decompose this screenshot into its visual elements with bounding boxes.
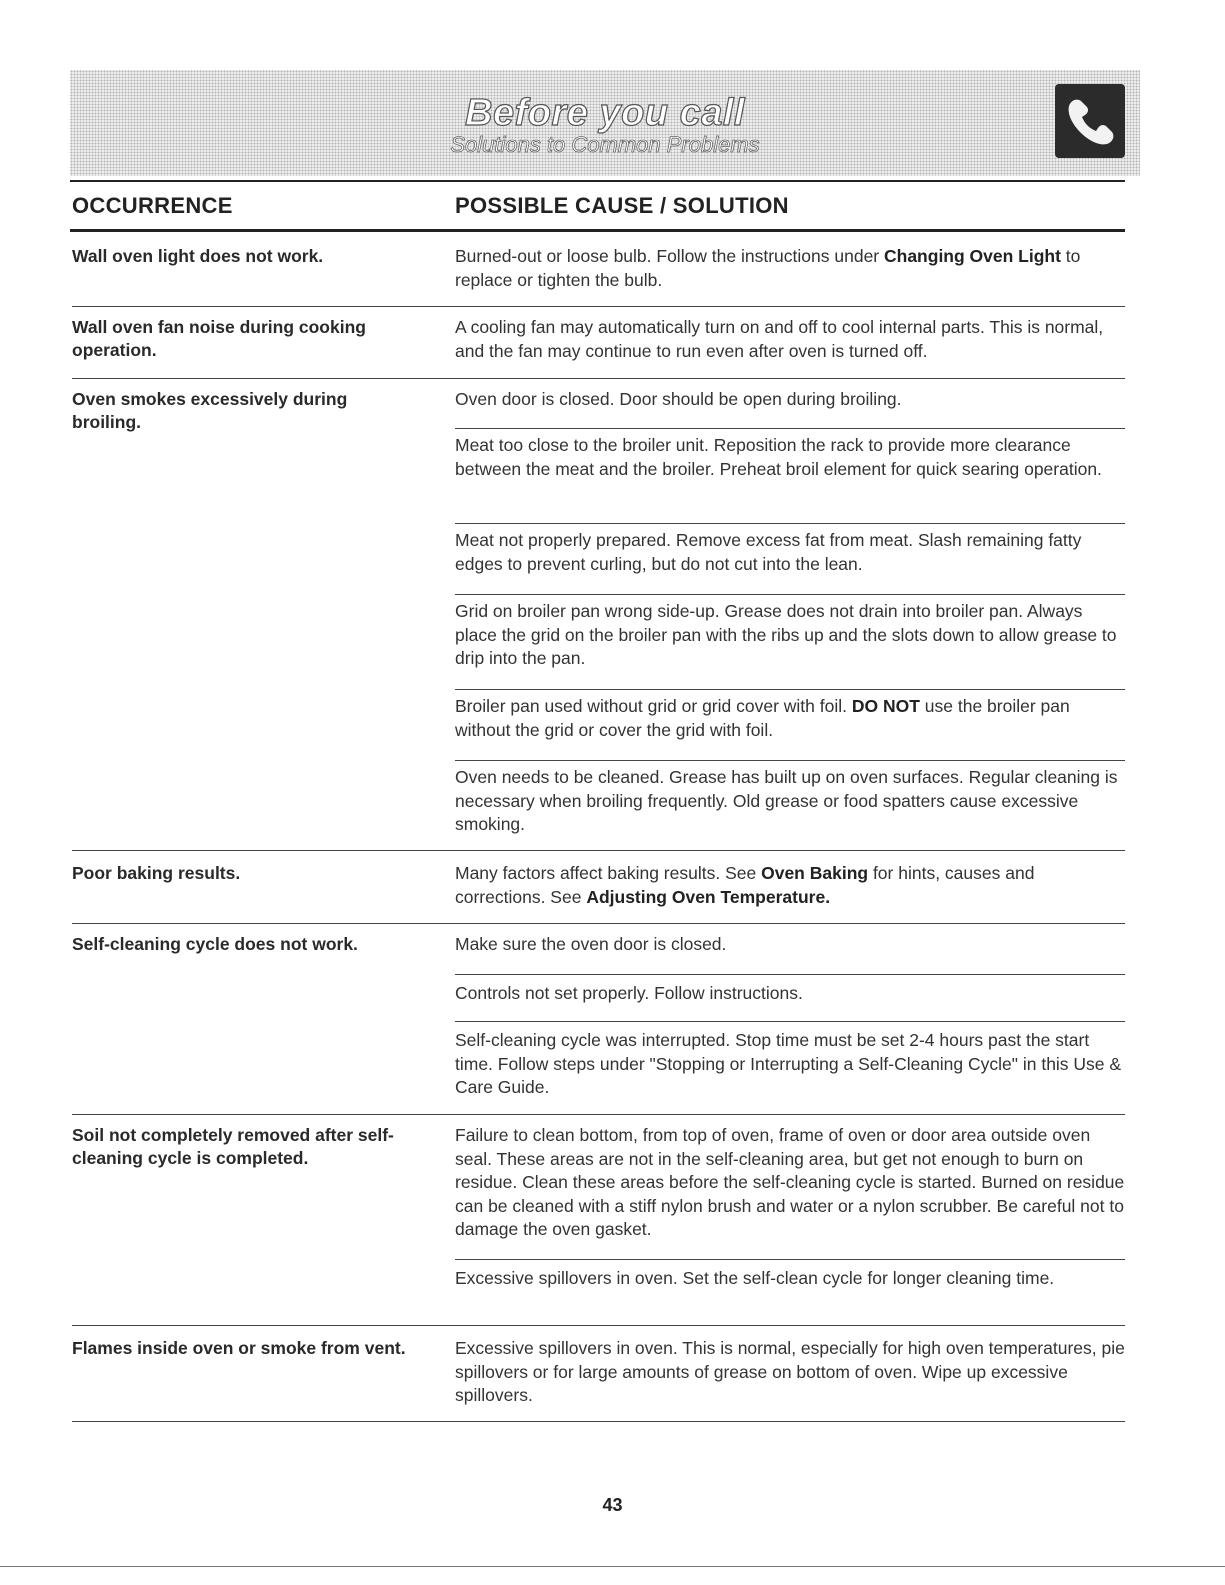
- row-divider: [72, 306, 1125, 307]
- sub-divider: [455, 974, 1125, 975]
- emphasis-text: Changing Oven Light: [884, 246, 1061, 266]
- sub-divider: [455, 523, 1125, 524]
- solution-text: Grid on broiler pan wrong side-up. Grease does not drain into broiler pan. Always place the grid on the broiler pan with the ribs up and the slots down to allow grease to drip into the pan.: [455, 601, 1117, 668]
- telephone-handset-icon: [1055, 84, 1125, 158]
- solution-text: Excessive spillovers in oven. Set the self-clean cycle for longer cleaning time.: [455, 1268, 1055, 1288]
- occurrence-text: Self-cleaning cycle does not work.: [72, 934, 358, 954]
- occurrence-text: Wall oven light does not work.: [72, 246, 324, 266]
- header-banner: [70, 70, 1140, 176]
- occurrence-text: Flames inside oven or smoke from vent.: [72, 1338, 406, 1358]
- solution-text: Make sure the oven door is closed.: [455, 934, 727, 954]
- occurrence-text: Soil not completely removed after self-cleaning cycle is completed.: [72, 1125, 394, 1168]
- occurrence-text: Wall oven fan noise during cooking operation.: [72, 317, 366, 360]
- sub-divider: [455, 1021, 1125, 1022]
- occurrence-column-header: OCCURRENCE: [72, 193, 233, 218]
- occurrence-text: Poor baking results.: [72, 863, 241, 883]
- solution-text: Excessive spillovers in oven. This is normal, especially for high oven temperatures, pie spillovers or for large amounts of grease on bottom of oven. Wipe up excessive spillovers.: [455, 1338, 1125, 1405]
- row-divider: [72, 850, 1125, 851]
- row-divider: [72, 378, 1125, 379]
- sub-divider: [455, 1259, 1125, 1260]
- solution-text: Burned-out or loose bulb. Follow the instructions under Changing Oven Light to replace or tighten the bulb.: [455, 246, 1081, 290]
- emphasis-text: Oven Baking: [761, 863, 869, 883]
- solution-text: Controls not set properly. Follow instructions.: [455, 983, 803, 1003]
- solution-text: Oven door is closed. Door should be open during broiling.: [455, 389, 902, 409]
- top-rule: [70, 180, 1125, 182]
- row-divider: [72, 1421, 1125, 1422]
- solution-text: Meat too close to the broiler unit. Reposition the rack to provide more clearance between the meat and the broiler. Preheat broil element for quick searing operation.: [455, 435, 1102, 479]
- page-title: Before you call: [465, 92, 745, 134]
- sub-divider: [455, 428, 1125, 429]
- row-divider: [72, 1325, 1125, 1326]
- bottom-rule: [0, 1566, 1225, 1567]
- solution-text: Failure to clean bottom, from top of oven, frame of oven or door area outside oven seal. These areas are not in the self-cleaning area, but get not enough to burn on residue. Clean these areas before the self-cleaning cycle is started. Burned on residue can be cleaned with a stiff nylon brush and water or a nylon scrubber. Be careful not to damage the oven gasket.: [455, 1125, 1125, 1239]
- solution-text: Many factors affect baking results. See Oven Baking for hints, causes and corrections. See Adjusting Oven Temperature.: [455, 863, 1035, 907]
- sub-divider: [455, 689, 1125, 690]
- page-number: 43: [602, 1495, 623, 1515]
- solution-text: Broiler pan used without grid or grid cover with foil. DO NOT use the broiler pan without the grid or cover the grid with foil.: [455, 696, 1070, 740]
- solution-text: Oven needs to be cleaned. Grease has built up on oven surfaces. Regular cleaning is necessary when broiling frequently. Old grease or food spatters cause excessive smoking.: [455, 767, 1118, 834]
- sub-divider: [455, 760, 1125, 761]
- row-divider: [72, 923, 1125, 924]
- emphasis-text: Adjusting Oven Temperature.: [586, 886, 831, 907]
- solution-column-header: POSSIBLE CAUSE / SOLUTION: [455, 193, 789, 218]
- emphasis-text: DO NOT: [851, 696, 920, 716]
- header-rule: [70, 229, 1125, 232]
- solution-text: Meat not properly prepared. Remove excess fat from meat. Slash remaining fatty edges to prevent curling, but do not cut into the lean.: [455, 530, 1082, 574]
- page-subtitle: Solutions to Common Problems: [450, 132, 760, 157]
- occurrence-text: Oven smokes excessively during broiling.: [72, 389, 348, 432]
- solution-text: Self-cleaning cycle was interrupted. Stop time must be set 2-4 hours past the start time. Follow steps under "Stopping or Interrupting a Self-Cleaning Cycle" in this Use & Care Guide.: [455, 1030, 1122, 1097]
- sub-divider: [455, 594, 1125, 595]
- row-divider: [72, 1114, 1125, 1115]
- solution-text: A cooling fan may automatically turn on and off to cool internal parts. This is normal, and the fan may continue to run even after oven is turned off.: [455, 317, 1104, 361]
